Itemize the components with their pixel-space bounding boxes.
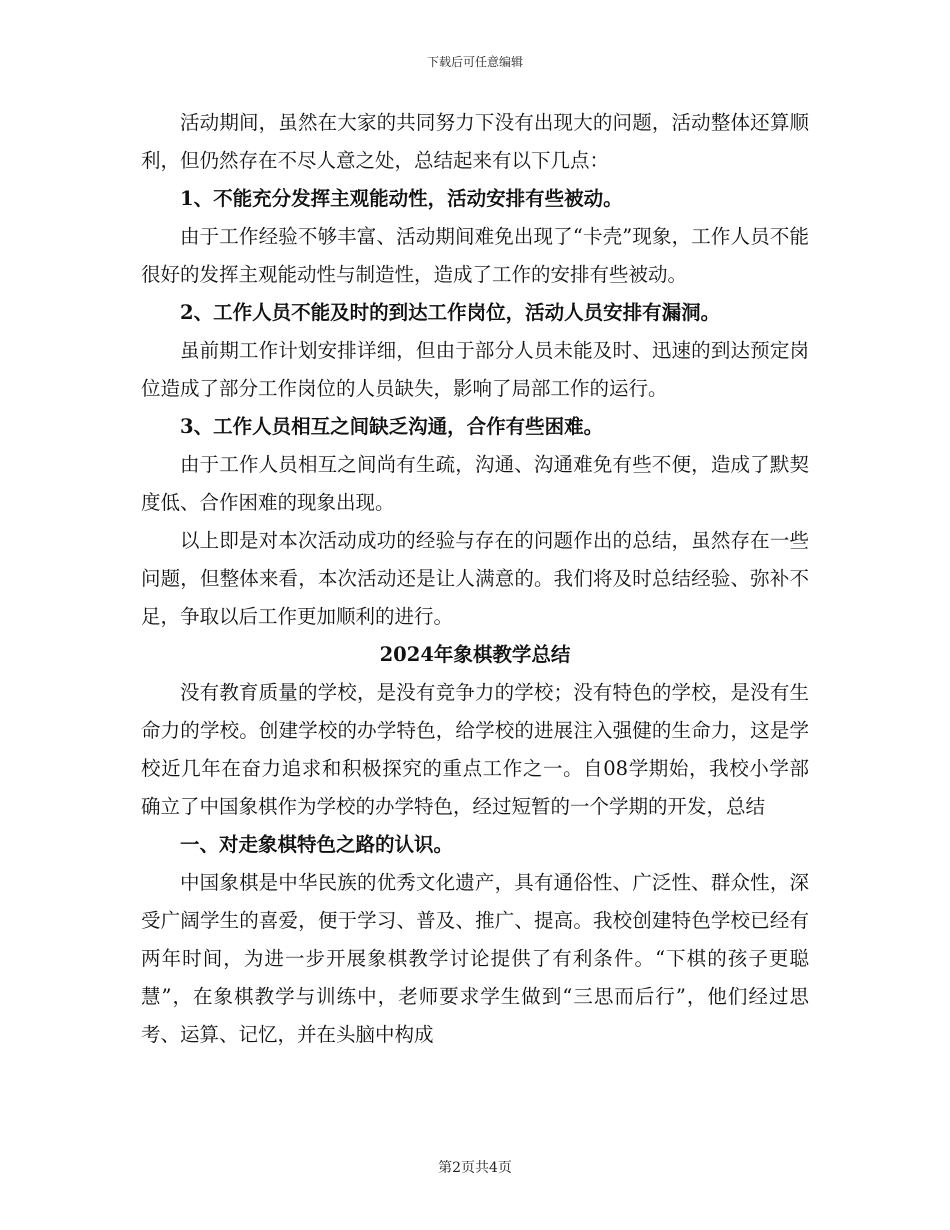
heading-point-1: 1、不能充分发挥主观能动性，活动安排有些被动。 (180, 187, 623, 210)
heading-point-2: 2、工作人员不能及时的到达工作岗位，活动人员安排有漏洞。 (180, 301, 721, 324)
paragraph-intro: 活动期间，虽然在大家的共同努力下没有出现大的问题，活动整体还算顺利，但仍然存在不尽人意之处，总结起来有以下几点： (141, 111, 809, 172)
heading-point-3: 3、工作人员相互之间缺乏沟通，合作有些困难。 (180, 415, 604, 438)
page-number: 第2页共4页 (438, 1160, 512, 1176)
paragraph-point-3: 由于工作人员相互之间尚有生疏，沟通、沟通难免有些不便，造成了默契度低、合作困难的现象出现。 (141, 453, 809, 514)
paragraph-conclusion: 以上即是对本次活动成功的经验与存在的问题作出的总结，虽然存在一些问题，但整体来看，本次活动还是让人满意的。我们将及时总结经验、弥补不足，争取以后工作更加顺利的进行。 (141, 529, 809, 628)
heading-chess-1: 一、对走象棋特色之路的认识。 (180, 833, 454, 856)
document-body (141, 104, 809, 1054)
page-header-note: 下载后可任意编辑 (426, 55, 523, 69)
paragraph-chess-intro: 没有教育质量的学校，是没有竞争力的学校；没有特色的学校，是没有生命力的学校。创建学校的办学特色，给学校的进展注入强健的生命力，这是学校近几年在奋力追求和积极探究的重点工作之一。自08学期始，我校小学部确立了中国象棋作为学校的办学特色，经过短暂的一个学期的开发，总结 (141, 681, 809, 818)
paragraph-chess-1: 中国象棋是中华民族的优秀文化遗产，具有通俗性、广泛性、群众性，深受广阔学生的喜爱，便于学习、普及、推广、提高。我校创建特色学校已经有两年时间，为进一步开展象棋教学讨论提供了有利条件。“下棋的孩子更聪慧”，在象棋教学与训练中，老师要求学生做到“三思而后行”，他们经过思考、运算、记忆，并在头脑中构成 (141, 871, 809, 1046)
paragraph-point-1: 由于工作经验不够丰富、活动期间难免出现了“卡壳”现象，工作人员不能很好的发挥主观能动性与制造性，造成了工作的安排有些被动。 (141, 225, 809, 286)
section-title: 2024年象棋教学总结 (379, 643, 571, 666)
paragraph-point-2: 虽前期工作计划安排详细，但由于部分人员未能及时、迅速的到达预定岗位造成了部分工作岗位的人员缺失，影响了局部工作的运行。 (141, 339, 809, 400)
